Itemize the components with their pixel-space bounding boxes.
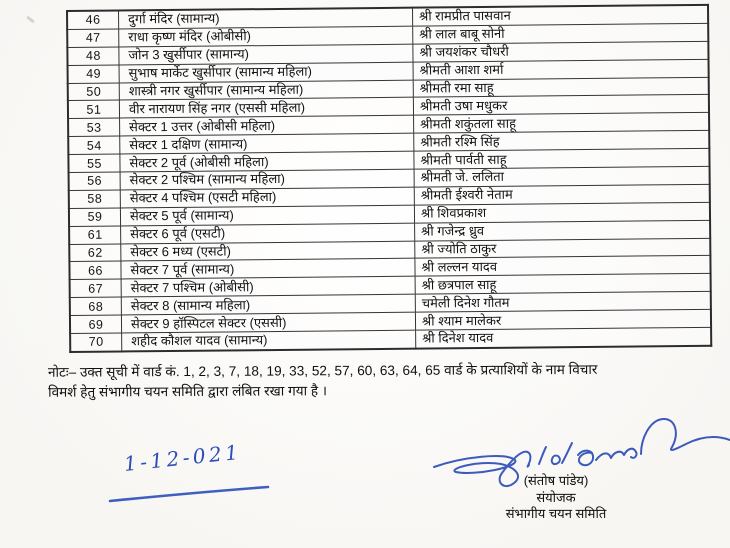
serial-cell: 70 xyxy=(70,333,122,352)
serial-cell: 58 xyxy=(69,190,121,208)
ward-cell: शहीद कौशल यादव (सामान्य) xyxy=(122,330,416,351)
ward-cell: सेक्टर 5 पूर्व (सामान्य) xyxy=(120,205,414,226)
candidate-cell: श्रीमती रमा साहू xyxy=(413,77,709,98)
candidate-cell: श्री लल्लन यादव xyxy=(415,256,711,277)
serial-cell: 51 xyxy=(68,100,120,118)
candidate-cell: श्रीमती पार्वती साहू xyxy=(414,148,710,169)
ward-cell: सेक्टर 2 पूर्व (ओबीसी महिला) xyxy=(120,151,414,172)
serial-cell: 69 xyxy=(70,315,122,333)
ward-cell: सेक्टर 2 पश्चिम (सामान्य महिला) xyxy=(120,169,414,190)
candidate-cell: श्रीमती जे. ललिता xyxy=(414,166,710,187)
candidate-cell: श्री शिवप्रकाश xyxy=(414,202,710,223)
signatory-block xyxy=(451,473,661,523)
ward-cell: सेक्टर 7 पूर्व (सामान्य) xyxy=(121,259,415,280)
serial-cell: 62 xyxy=(69,244,121,262)
candidate-cell: श्री गजेन्द्र ध्रुव xyxy=(415,220,711,241)
ward-cell: राधा कृष्ण मंदिर (ओबीसी) xyxy=(119,26,413,47)
ward-cell: सेक्टर 6 पूर्व (एसटी) xyxy=(121,223,415,244)
serial-cell: 53 xyxy=(68,118,120,136)
ward-cell: सेक्टर 9 हॉस्पिटल सेक्टर (एससी) xyxy=(121,312,415,333)
ward-cell: सेक्टर 4 पश्चिम (एसटी महिला) xyxy=(120,187,414,208)
candidate-table-grid xyxy=(66,4,712,353)
candidate-cell: श्री जयशंकर चौधरी xyxy=(413,41,709,62)
signatory-role: संयोजक xyxy=(536,489,576,505)
signatory-committee: संभागीय चयन समिति xyxy=(505,506,607,521)
signatory-name: (संतोष पांडेय) xyxy=(523,473,589,488)
candidate-cell: श्रीमती आशा शर्मा xyxy=(413,59,709,80)
serial-cell: 47 xyxy=(67,29,119,47)
serial-cell: 50 xyxy=(68,83,120,101)
serial-cell: 56 xyxy=(69,172,121,190)
ward-cell: जोन 3 खुर्सीपार (सामान्य) xyxy=(119,44,413,65)
serial-cell: 61 xyxy=(69,226,121,244)
serial-cell: 59 xyxy=(69,208,121,226)
serial-cell: 46 xyxy=(67,10,119,29)
candidate-table xyxy=(66,4,712,353)
serial-cell: 68 xyxy=(70,297,122,315)
handwritten-date: 1-12-021 xyxy=(122,439,243,476)
note-line-2: विमर्श हेतु संभागीय चयन समिति द्वारा लंबित रखा गया है । xyxy=(48,382,328,400)
serial-cell: 55 xyxy=(68,154,120,172)
ward-cell: सेक्टर 6 मध्य (एसटी) xyxy=(121,241,415,262)
candidate-cell: श्रीमती शकुंतला साहू xyxy=(414,113,710,134)
candidate-cell: श्रीमती ईश्वरी नेताम xyxy=(414,184,710,205)
serial-cell: 48 xyxy=(67,47,119,65)
candidate-cell: चमेली दिनेश गौतम xyxy=(415,292,711,313)
ward-cell: शास्त्री नगर खुर्सीपार (सामान्य महिला) xyxy=(119,80,413,101)
note-line-1: नोटः– उक्त सूची में वार्ड कं. 1, 2, 3, 7, 18, 19, 33, 52, 57, 60, 63, 64, 65 वार्ड के प्रत्याशियों के नाम विचार xyxy=(47,361,598,380)
ward-cell: सेक्टर 7 पश्चिम (ओबीसी) xyxy=(121,277,415,298)
candidate-cell: श्रीमती उषा मधुकर xyxy=(413,95,709,116)
scan-speck xyxy=(26,16,35,24)
candidate-cell: श्री श्याम मालेकर xyxy=(415,309,711,330)
candidate-cell: श्री छत्रपाल साहू xyxy=(415,274,711,295)
serial-cell: 54 xyxy=(68,136,120,154)
ward-cell: सेक्टर 1 दक्षिण (सामान्य) xyxy=(120,133,414,154)
candidate-cell: श्री ज्योति ठाकुर xyxy=(415,238,711,259)
date-underline xyxy=(110,487,268,501)
candidate-cell: श्री लाल बाबू सोनी xyxy=(413,23,709,44)
candidate-cell: श्रीमती रश्मि सिंह xyxy=(414,131,710,152)
pending-wards-note xyxy=(48,359,710,401)
candidate-cell: श्री रामप्रीत पासवान xyxy=(412,5,708,26)
ward-cell: सेक्टर 1 उत्तर (ओबीसी महिला) xyxy=(120,116,414,137)
serial-cell: 66 xyxy=(69,261,121,279)
candidate-table-body xyxy=(67,5,711,352)
serial-cell: 67 xyxy=(70,279,122,297)
candidate-cell: श्री दिनेश यादव xyxy=(416,327,712,348)
ward-cell: सुभाष मार्केट खुर्सीपार (सामान्य महिला) xyxy=(119,62,413,83)
ward-cell: वीर नारायण सिंह नगर (एससी महिला) xyxy=(119,98,413,119)
ward-cell: सेक्टर 8 (सामान्य महिला) xyxy=(121,294,415,315)
ward-cell: दुर्गा मंदिर (सामान्य) xyxy=(119,8,413,29)
serial-cell: 49 xyxy=(68,65,120,83)
